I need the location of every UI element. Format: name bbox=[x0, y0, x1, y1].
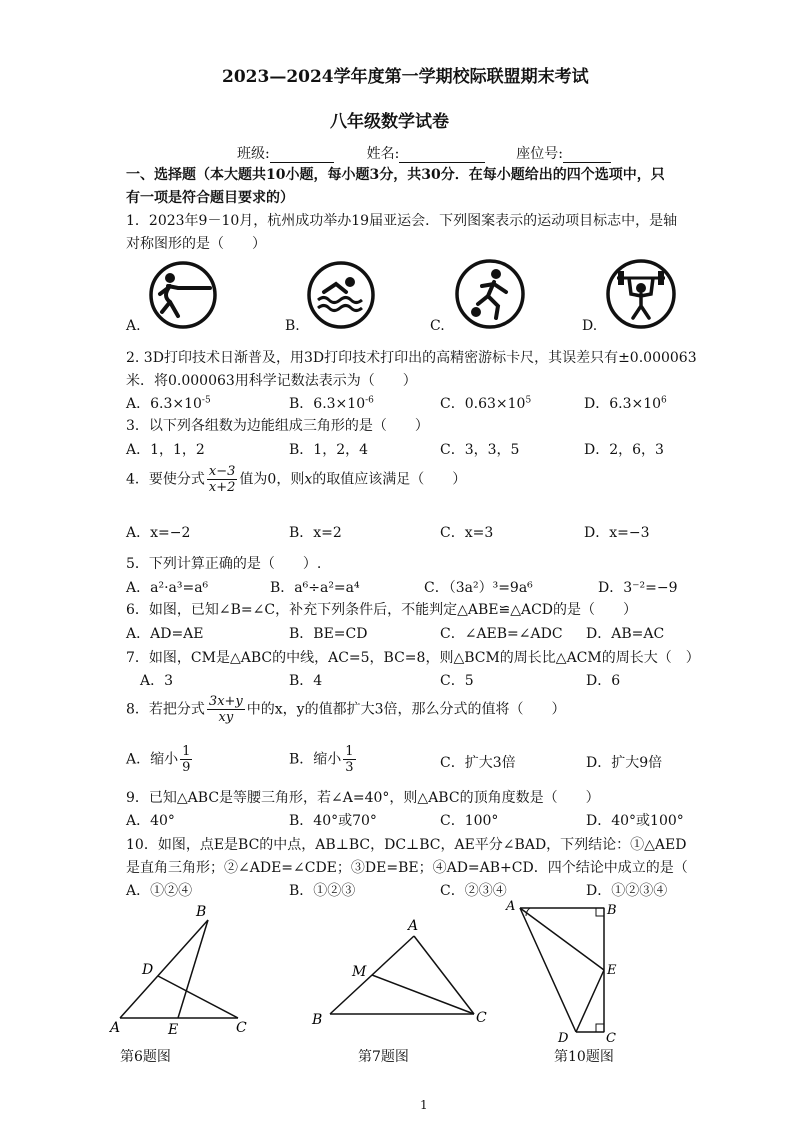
q9-option-b[interactable]: B．40°或70° bbox=[289, 813, 377, 829]
fig10-point-c: C bbox=[606, 1031, 616, 1046]
q3-option-a[interactable]: A．1，1，2 bbox=[126, 442, 205, 458]
q3-option-d[interactable]: D．2，6，3 bbox=[584, 442, 664, 458]
name-blank[interactable] bbox=[399, 148, 485, 163]
q8-stem: 8．若把分式 $\frac{3x+y}{xy}$ 中的x，y的值都扩大3倍，那么分式的值将（ ） bbox=[126, 694, 566, 725]
class-blank[interactable] bbox=[270, 148, 334, 163]
fig7-point-c: C bbox=[476, 1010, 487, 1026]
fig7-point-m: M bbox=[352, 964, 367, 980]
q6-option-d[interactable]: D．AB=AC bbox=[586, 626, 665, 642]
fig6-point-c: C bbox=[236, 1020, 247, 1036]
q2-option-c[interactable]: C．$0.63\times 10^5$ bbox=[440, 395, 532, 412]
q6-option-a[interactable]: A．AD=AE bbox=[126, 626, 204, 642]
q5-option-d[interactable]: D．3⁻²=−9 bbox=[598, 580, 678, 596]
q2-option-d[interactable]: D．$6.3\times 10^6$ bbox=[584, 395, 667, 412]
seat-blank[interactable] bbox=[563, 148, 611, 163]
q8-option-d[interactable]: D．扩大9倍 bbox=[586, 755, 663, 771]
figure-6 bbox=[108, 900, 268, 1040]
q9-option-a[interactable]: A．40° bbox=[126, 813, 175, 829]
q4-fraction: $\frac{x-3}{x+2}$ bbox=[208, 464, 236, 495]
q2-option-b[interactable]: B．$6.3\times 10^{-6}$ bbox=[289, 395, 374, 412]
q1-option-b[interactable]: B. bbox=[285, 318, 300, 334]
student-info-row bbox=[237, 143, 611, 163]
q7-stem: 7．如图，CM是△ABC的中线，AC=5，BC=8，则△BCM的周长比△ACM的周长大（ ） bbox=[126, 650, 700, 666]
q10-option-c[interactable]: C．②③④ bbox=[440, 883, 507, 899]
q5-option-c[interactable]: C．（3a²）³=9a⁶ bbox=[424, 580, 533, 596]
q5-stem: 5．下列计算正确的是（ ）. bbox=[126, 556, 322, 572]
name-label: 姓名: bbox=[366, 146, 400, 162]
q2-option-a[interactable]: A．$6.3\times 10^{-5}$ bbox=[126, 395, 211, 412]
q7-option-c[interactable]: C．5 bbox=[440, 673, 474, 689]
q10-option-d[interactable]: D．①②③④ bbox=[586, 883, 668, 899]
q10-option-b[interactable]: B．①②③ bbox=[289, 883, 356, 899]
q6-option-c[interactable]: C．∠AEB=∠ADC bbox=[440, 626, 563, 642]
q3-stem: 3．以下列各组数为边能组成三角形的是（ ） bbox=[126, 418, 429, 434]
football-icon[interactable] bbox=[454, 258, 526, 330]
q4-option-a[interactable]: A．x=−2 bbox=[126, 525, 191, 541]
q8-option-a[interactable]: A．缩小 $\frac{1}{9}$ bbox=[126, 744, 191, 775]
exam-title: 2023—2024学年度第一学期校际联盟期末考试 bbox=[222, 67, 589, 87]
fig7-point-a: A bbox=[408, 918, 419, 934]
q9-option-c[interactable]: C．100° bbox=[440, 813, 499, 829]
figure-10 bbox=[498, 896, 628, 1046]
figure-7 bbox=[306, 914, 496, 1034]
fig6-point-b: B bbox=[196, 904, 207, 920]
q10-line2: 是直角三角形；②∠ADE=∠CDE；③DE=BE；④AD=AB+CD．四个结论中成立的是（ bbox=[126, 860, 688, 876]
class-label: 班级: bbox=[237, 146, 270, 162]
fig6-point-a: A bbox=[110, 1020, 121, 1036]
q3-option-b[interactable]: B．1，2，4 bbox=[289, 442, 369, 458]
fig6-point-e: E bbox=[168, 1022, 179, 1038]
q1-option-d[interactable]: D. bbox=[582, 318, 598, 334]
weightlifting-icon[interactable] bbox=[605, 258, 677, 330]
page-number: 1 bbox=[420, 1098, 428, 1112]
q9-option-d[interactable]: D．40°或100° bbox=[586, 813, 684, 829]
q4-option-d[interactable]: D．x=−3 bbox=[584, 525, 650, 541]
q2-line2: 米．将0.000063用科学记数法表示为（ ） bbox=[126, 373, 417, 389]
fig10-point-d: D bbox=[558, 1031, 569, 1046]
q3-option-c[interactable]: C．3，3，5 bbox=[440, 442, 520, 458]
seat-label: 座位号: bbox=[516, 146, 563, 162]
exam-subtitle: 八年级数学试卷 bbox=[330, 112, 449, 132]
q4-option-b[interactable]: B．x=2 bbox=[289, 525, 342, 541]
section-heading-cont: 有一项是符合题目要求的） bbox=[126, 190, 294, 206]
q10-line1: 10．如图，点E是BC的中点，AB⊥BC，DC⊥BC，AE平分∠BAD，下列结论：①△AED bbox=[126, 837, 687, 853]
fencing-icon[interactable] bbox=[148, 260, 218, 330]
q7-option-d[interactable]: D．6 bbox=[586, 673, 621, 689]
q1-line2: 对称图形的是（ ） bbox=[126, 236, 266, 252]
fig10-point-e: E bbox=[607, 963, 617, 978]
q4-stem: 4．要使分式 $\frac{x-3}{x+2}$ 值为0，则x的取值应该满足（ ） bbox=[126, 464, 467, 495]
q8-option-b[interactable]: B．缩小 $\frac{1}{3}$ bbox=[289, 744, 354, 775]
q5-option-a[interactable]: A．a²·a³=a⁶ bbox=[126, 580, 209, 596]
q7-option-a[interactable]: A．3 bbox=[140, 673, 174, 689]
q6-stem: 6．如图，已知∠B=∠C，补充下列条件后，不能判定△ABE≌△ACD的是（ ） bbox=[126, 602, 638, 618]
section-heading: 一、选择题（本大题共10小题，每小题3分，共30分．在每小题给出的四个选项中，只 bbox=[126, 167, 665, 183]
figure-7-caption: 第7题图 bbox=[358, 1049, 409, 1065]
figure-10-caption: 第10题图 bbox=[554, 1049, 614, 1065]
q7-option-b[interactable]: B．4 bbox=[289, 673, 323, 689]
q1-option-c[interactable]: C. bbox=[430, 318, 445, 334]
fig10-point-b: B bbox=[607, 903, 617, 918]
q5-option-b[interactable]: B．a⁶÷a²=a⁴ bbox=[270, 580, 360, 596]
swimming-icon[interactable] bbox=[306, 260, 376, 330]
q10-option-a[interactable]: A．①②④ bbox=[126, 883, 193, 899]
figure-6-caption: 第6题图 bbox=[120, 1049, 171, 1065]
fig7-point-b: B bbox=[312, 1012, 323, 1028]
q2-line1: 2. 3D打印技术日渐普及，用3D打印技术打印出的高精密游标卡尺，其误差只有±0.000063 bbox=[126, 350, 697, 366]
q6-option-b[interactable]: B．BE=CD bbox=[289, 626, 368, 642]
q8-fraction: $\frac{3x+y}{xy}$ bbox=[208, 694, 243, 725]
q4-option-c[interactable]: C．x=3 bbox=[440, 525, 494, 541]
fig10-point-a: A bbox=[506, 899, 516, 914]
q1-line1: 1．2023年9－10月，杭州成功举办19届亚运会．下列图案表示的运动项目标志中，是轴 bbox=[126, 213, 678, 229]
fig6-point-d: D bbox=[142, 962, 154, 978]
q1-option-a[interactable]: A. bbox=[126, 318, 141, 334]
q8-option-c[interactable]: C．扩大3倍 bbox=[440, 755, 516, 771]
q9-stem: 9．已知△ABC是等腰三角形，若∠A=40°，则△ABC的顶角度数是（ ） bbox=[126, 790, 600, 806]
